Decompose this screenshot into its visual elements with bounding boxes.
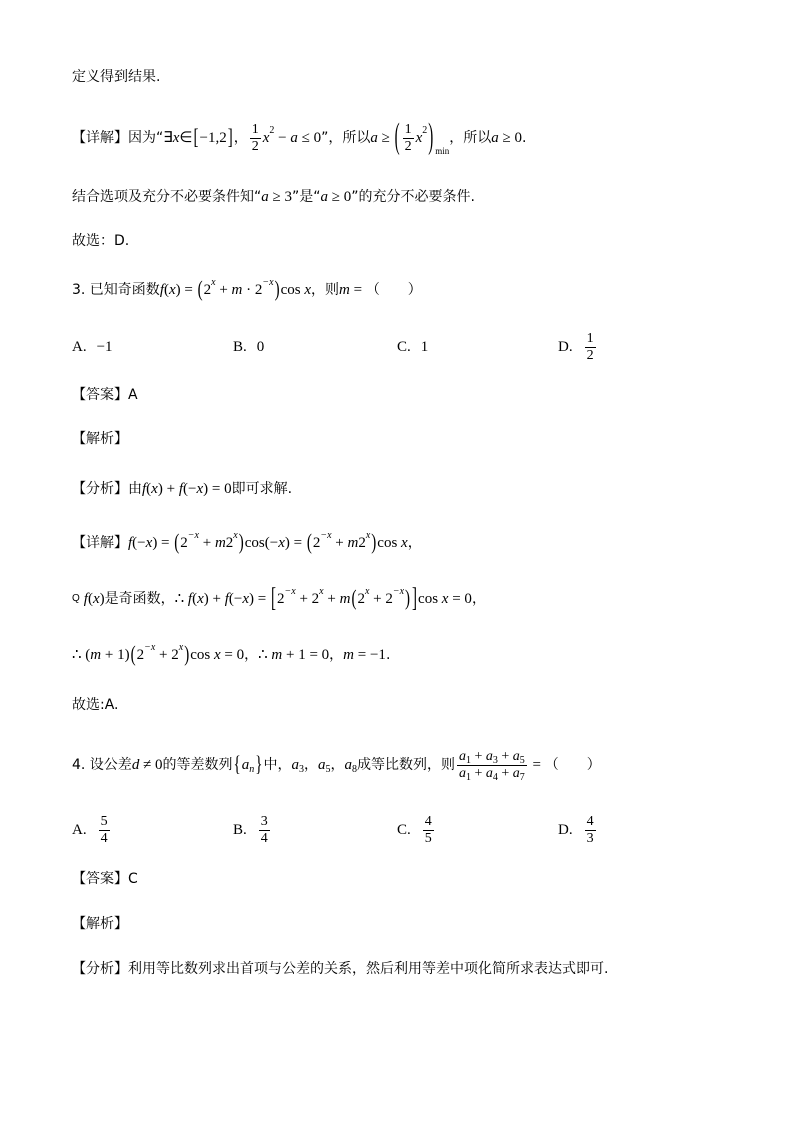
exponent: −x [392,586,405,597]
math-var: x [304,282,311,298]
text-fragment: 是奇函数， [104,591,175,607]
subscript: 5 [519,754,525,766]
math-op: ( [146,481,152,497]
option-c [397,810,436,850]
option-label: A. [72,338,87,355]
option-b [233,327,264,367]
math-op: ≥ 0 [498,130,523,146]
q4-stem-line [72,745,601,785]
math-var: a [485,765,493,781]
math-op: ) + [203,591,225,607]
math-num: 2 [225,535,234,551]
math-op: ) [99,591,105,607]
math-var: f [128,535,133,551]
punctuation: ， [244,647,259,663]
punctuation: ， [330,757,345,773]
math-num: 2 [136,647,145,663]
option-label: B. [233,338,247,355]
left-paren: ( [394,118,400,158]
question-number-text: 4. 设公差 [72,757,132,773]
option-label: D. [558,821,573,838]
math-num: 2 [277,591,285,607]
fraction-denominator: 2 [251,138,259,154]
math-op: + [497,765,513,781]
math-func: cos(− [244,535,279,551]
q3-detail-line-3 [72,635,390,675]
exponent: x [364,586,370,597]
math-var: a [261,189,269,205]
q3-answer-line [72,375,138,415]
math-op: + 1) [101,647,130,663]
math-op: + [497,748,513,764]
math-var: x [242,591,250,607]
exponent: −x [187,530,199,541]
option-d [558,327,598,367]
text-fragment: 结合选项及充分不必要条件知“ [72,189,262,205]
math-var: a [291,757,299,773]
punctuation: . [385,647,391,663]
text-fragment: 中， [263,757,292,773]
answer-blank: （ ） [365,282,422,298]
exponent: x [233,530,238,541]
math-var: m [347,535,359,551]
math-var: a [290,130,298,146]
math-var: x [401,535,408,551]
math-op: ) = [152,535,174,551]
punctuation: ， [329,647,344,663]
math-var: a [458,748,466,764]
math-num: 2 [312,535,321,551]
math-op: (− [132,535,146,551]
min-subscript: min [435,146,450,156]
math-op: ) = 0 [203,481,232,497]
subscript: 8 [351,764,357,775]
intro-text: 定义得到结果. [72,69,161,85]
math-var: a [241,757,250,773]
left-paren: ( [197,278,203,302]
punctuation: ， [407,535,422,551]
subscript: 4 [492,771,498,783]
right-brace: } [255,753,263,777]
option-c [397,327,428,367]
math-var: a [512,748,520,764]
math-var: d [131,757,140,773]
option-b [233,810,272,850]
fraction-denominator: 2 [586,347,594,363]
right-paren: ) [405,587,411,611]
punctuation: ， [233,130,248,146]
punctuation: ， [471,591,486,607]
math-var: a [512,765,520,781]
math-op: + 2 [369,591,393,607]
q2-choice-line [72,221,129,261]
math-var: x [197,591,204,607]
interval: −1,2 [199,130,227,146]
math-op: + 2 [155,647,179,663]
text-fragment: 的等差数列 [162,757,233,773]
math-var: f [142,481,147,497]
option-a [72,327,113,367]
math-op: = [528,757,545,773]
q3-stem-line [72,270,422,310]
math-var: x [196,481,204,497]
math-var: x [441,591,449,607]
left-paren: ( [306,531,312,555]
exponent: x [319,586,324,597]
text-fragment: 成等比数列，则 [356,757,455,773]
math-num: 2 [358,535,366,551]
text-fragment: ”，所以 [321,130,371,146]
option-fraction [585,331,596,364]
therefore-symbol: ∴ [174,591,188,607]
math-var: m [339,591,351,607]
answer-text: 【答案】A [72,387,138,403]
math-op: + 2 [295,591,320,607]
q4-analysis-label-line [72,904,128,944]
left-paren: ( [351,587,357,611]
math-op: + [215,282,232,298]
exists-symbol: ∃ [163,130,173,146]
q3-analysis-line [72,469,292,509]
option-label: A. [72,821,87,838]
math-var: x [151,481,158,497]
math-op: ) = [249,591,271,607]
math-op: + [198,535,215,551]
element-of-symbol: ∈ [179,130,193,146]
choice-text: 故选:A. [72,697,119,713]
fraction-denominator: 3 [586,830,594,846]
math-var: m [90,647,102,663]
fraction-denominator: 5 [424,830,432,846]
math-var: f [159,282,164,298]
subscript: 7 [519,771,525,783]
math-var: a [491,130,499,146]
math-op: = −1 [354,647,386,663]
answer-blank: （ ） [544,757,601,773]
option-label: B. [233,821,247,838]
math-var: a [320,189,329,205]
fraction-numerator: 1 [586,330,594,346]
math-op: ) = [284,535,306,551]
fraction-denominator: 4 [100,830,108,846]
math-op: ( [85,647,91,663]
math-op: ≠ 0 [139,757,163,773]
math-op: ( [192,591,198,607]
subscript: 1 [465,771,471,783]
math-num: 2 [357,591,365,607]
math-op: ≥ 0 [328,189,352,205]
fraction-numerator: 1 [251,121,259,137]
math-op: + [331,535,348,551]
exponent: 2 [269,125,275,136]
fraction-half [403,122,414,155]
left-bracket: [ [271,584,277,614]
math-op: ≤ 0 [297,130,322,146]
math-op: = 0 [220,647,245,663]
therefore-symbol: ∴ [72,647,86,663]
math-var: x [415,130,423,146]
exponent: −x [320,530,332,541]
math-op: ( [163,282,169,298]
text-fragment: ，所以 [449,130,492,146]
fraction-numerator: 1 [404,121,412,137]
right-paren: ) [428,118,434,158]
fraction-numerator: 5 [100,813,108,829]
q3-analysis-label-line [72,419,128,459]
left-brace: { [233,753,241,777]
math-op: + [323,591,340,607]
math-var: a [344,757,352,773]
math-op: + 1 = 0 [282,647,330,663]
math-var: x [172,130,180,146]
intro-line [72,57,160,97]
right-paren: ) [371,531,377,555]
option-a [72,810,112,850]
subscript: 3 [298,764,304,775]
text-fragment: ”的充分不必要条件. [351,189,475,205]
math-op: + [470,748,486,764]
math-op: (− [228,591,243,607]
option-fraction [259,814,270,847]
option-fraction [585,814,596,847]
option-value: 0 [256,338,265,355]
right-bracket: ] [227,126,233,150]
math-op: = [349,282,366,298]
math-op: = 0 [448,591,472,607]
math-var: x [278,535,285,551]
q3-detail-line-2 [72,579,486,619]
math-func: cos [190,647,214,663]
q4-analysis-line [72,949,608,989]
option-value: 1 [420,338,429,355]
fraction-half [250,122,261,155]
math-num: 2 [203,282,212,298]
math-var: a [458,765,466,781]
analysis-label: 【解析】 [72,916,128,932]
math-var: m [339,282,350,298]
answer-text: 【答案】C [72,871,138,887]
option-d [558,810,598,850]
exponent: −x [144,642,156,653]
text-fragment: ”是“ [292,189,321,205]
text-fragment: 【分析】由 [72,481,142,497]
option-label: D. [558,338,573,355]
subscript: 1 [465,754,471,766]
subscript: 5 [325,764,331,775]
detail-label: 【详解】因为“ [72,130,164,146]
option-label: C. [397,338,411,355]
subscript: 3 [492,754,498,766]
left-paren: ( [130,643,136,667]
q2-detail-line [72,118,526,158]
math-var: m [343,647,355,663]
exponent: x [365,530,371,541]
math-var: a [370,130,378,146]
right-paren: ) [184,643,190,667]
choice-text: 故选：D. [72,233,130,249]
detail-label: 【详解】 [72,535,128,551]
q3-detail-line-1 [72,523,422,563]
punctuation: . [522,130,527,146]
math-var: m [214,535,226,551]
math-op: ) = [175,282,197,298]
math-var: m [271,647,283,663]
right-paren: ) [238,531,244,555]
option-label: C. [397,821,411,838]
math-var: x [145,535,153,551]
math-op: ) + [157,481,179,497]
q2-conclusion-line [72,177,475,217]
math-func: cos [280,282,305,298]
fraction-numerator [457,749,527,766]
math-op: · 2 [242,282,263,298]
fraction-denominator: 2 [404,138,412,154]
right-paren: ) [274,278,280,302]
q3-options [72,327,722,367]
math-var: x [213,647,221,663]
math-op: ≥ 3 [268,189,292,205]
math-var: m [231,282,243,298]
fraction-denominator: 4 [260,830,268,846]
left-bracket: [ [193,126,199,150]
math-op: + [470,765,486,781]
math-var: f [187,591,193,607]
q3-choice-line [72,685,119,725]
text-fragment: ，则 [311,282,339,298]
math-var: x [92,591,100,607]
punctuation: ， [303,757,318,773]
option-fraction [99,814,110,847]
math-var: f [224,591,229,607]
math-var: f [83,591,88,607]
analysis-label: 【解析】 [72,431,128,447]
therefore-symbol: ∴ [258,647,272,663]
math-op: ( [87,591,93,607]
math-var: f [178,481,183,497]
left-paren: ( [174,531,180,555]
fraction-numerator: 3 [260,813,268,829]
ratio-fraction [457,749,527,782]
text-fragment: 即可求解. [231,481,293,497]
fraction-numerator: 4 [586,813,594,829]
math-func: cos [418,591,442,607]
because-symbol: Q [72,593,80,604]
math-var: x [168,282,176,298]
exponent: x [178,642,184,653]
question-number-text: 3. 已知奇函数 [72,282,160,298]
exponent: x [211,277,216,288]
option-value: −1 [96,338,113,355]
math-op: (− [182,481,197,497]
math-var: a [485,748,493,764]
fraction-numerator: 4 [424,813,432,829]
exponent: −x [262,277,274,288]
exponent: −x [284,586,296,597]
math-op: − [274,130,291,146]
exponent: 2 [422,125,428,136]
math-num: 2 [180,535,188,551]
subscript: n [249,764,255,775]
q4-answer-line [72,859,138,899]
q4-options [72,810,722,850]
analysis-text: 【分析】利用等比数列求出首项与公差的关系，然后利用等差中项化简所求表达式即可. [72,961,609,977]
right-bracket: ] [412,584,418,614]
math-var: a [317,757,326,773]
math-var: x [262,130,270,146]
option-fraction [423,814,434,847]
math-func: cos [377,535,402,551]
math-op: ≥ [377,130,394,146]
